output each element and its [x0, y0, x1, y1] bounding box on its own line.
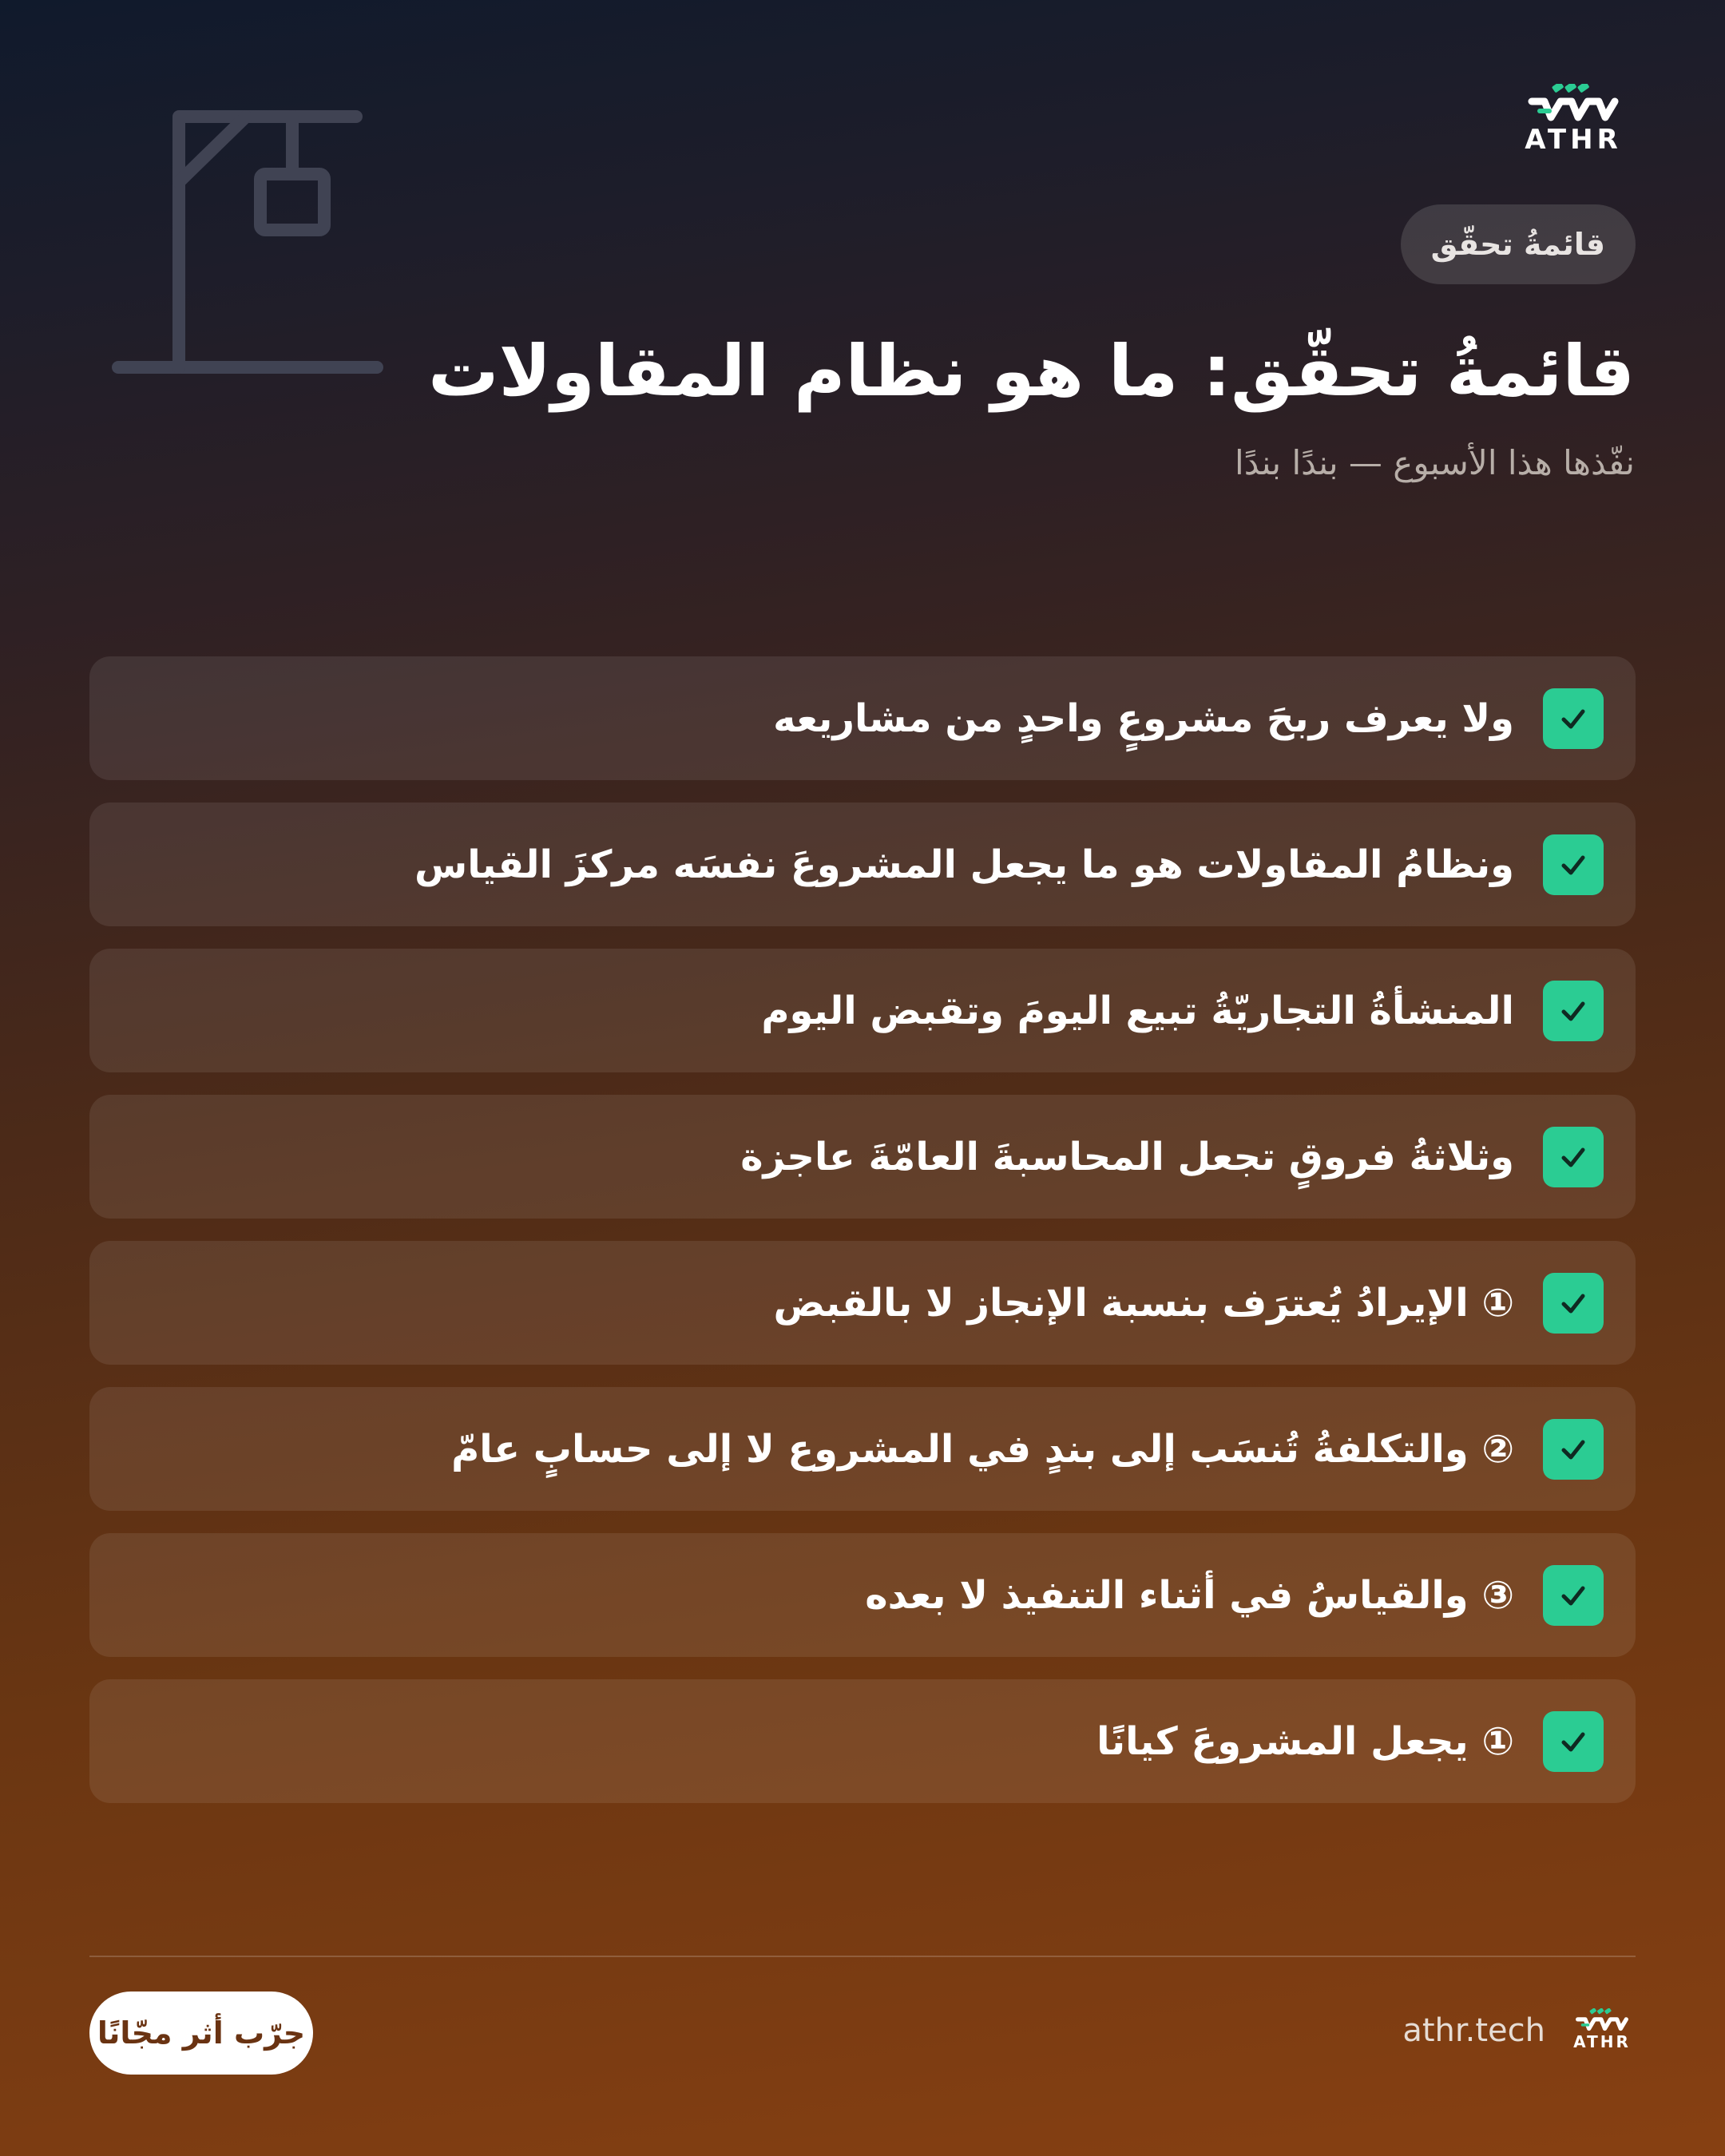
footer-logo-text: ATHR: [1573, 2032, 1631, 2051]
page-subtitle: نفّذها هذا الأسبوع — بندًا بندًا: [1235, 443, 1635, 482]
check-icon: [1543, 1419, 1604, 1480]
check-icon: [1543, 1273, 1604, 1334]
checklist-item-text: ② والتكلفةُ تُنسَب إلى بندٍ في المشروع لا إلى حسابٍ عامّ: [451, 1426, 1514, 1472]
checklist-item: [89, 803, 1636, 926]
checklist-item: [89, 656, 1636, 780]
logo-text: ATHR: [1525, 124, 1622, 156]
website-link[interactable]: athr.tech: [1402, 2012, 1545, 2049]
check-icon: [1543, 1565, 1604, 1626]
checklist-item-text: ونظامُ المقاولات هو ما يجعل المشروعَ نفسَه مركزَ القياس: [414, 842, 1514, 887]
checklist-item-text: وثلاثةُ فروقٍ تجعل المحاسبةَ العامّةَ عاجزة: [740, 1134, 1514, 1179]
page-title: قائمةُ تحقّق: ما هو نظام المقاولات: [428, 330, 1635, 412]
checklist-item: [89, 1095, 1636, 1219]
checklist-item-text: ① الإيرادُ يُعترَف بنسبة الإنجاز لا بالقبض: [773, 1280, 1514, 1326]
check-icon: [1543, 834, 1604, 895]
category-tag: قائمةُ تحقّق: [1401, 204, 1636, 284]
athr-logo-icon: [1574, 2008, 1630, 2032]
try-free-button[interactable]: جرّب أثر مجّانًا: [89, 1992, 313, 2075]
check-icon: [1543, 1127, 1604, 1187]
checklist-item-text: ① يجعل المشروعَ كيانًا: [1096, 1718, 1514, 1764]
check-icon: [1543, 688, 1604, 749]
footer-logo: [1568, 2008, 1636, 2051]
checklist-item-text: المنشأةُ التجاريّةُ تبيع اليومَ وتقبض اليوم: [761, 988, 1514, 1033]
checklist-item: [89, 1679, 1636, 1803]
checklist-item: [89, 949, 1636, 1072]
checklist-item: [89, 1241, 1636, 1365]
footer-divider: [89, 1956, 1636, 1957]
gallows-icon: [112, 102, 383, 382]
check-icon: [1543, 1711, 1604, 1772]
checklist-item-text: ولا يعرف ربحَ مشروعٍ واحدٍ من مشاريعه: [773, 696, 1514, 741]
checklist: [89, 656, 1636, 1825]
checklist-item: [89, 1387, 1636, 1511]
athr-logo-icon: [1525, 84, 1621, 122]
athr-logo: [1513, 84, 1633, 156]
checklist-item: [89, 1533, 1636, 1657]
checklist-item-text: ③ والقياسُ في أثناء التنفيذ لا بعده: [865, 1572, 1514, 1618]
check-icon: [1543, 981, 1604, 1041]
